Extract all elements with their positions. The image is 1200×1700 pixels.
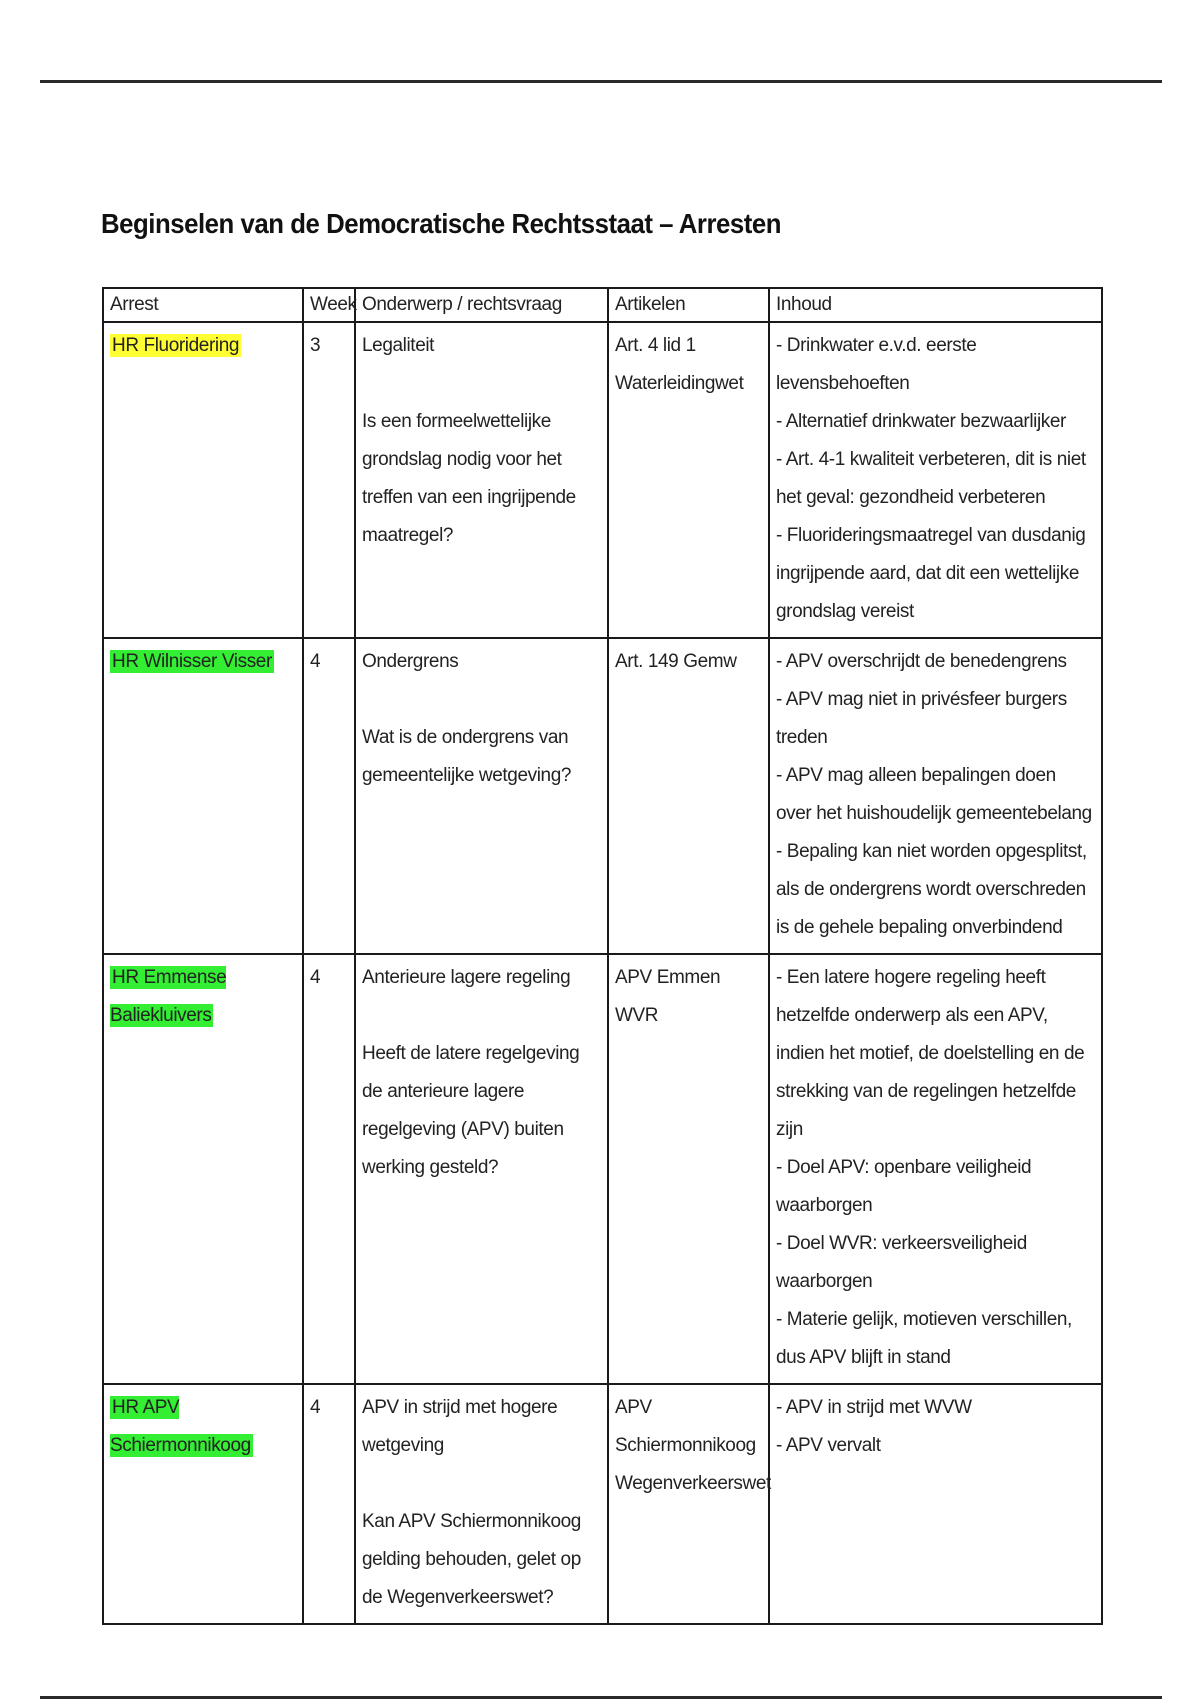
cell-artikelen (608, 1384, 769, 1624)
cell-week: 4 (303, 1384, 355, 1624)
cell-arrest (103, 954, 303, 1384)
content-line: - Drinkwater e.v.d. eerste levensbehoeften (776, 335, 977, 394)
header-arrest: Arrest (103, 288, 303, 322)
cell-arrest (103, 1384, 303, 1624)
content-line: - APV mag alleen bepalingen doen over het huishoudelijk gemeentebelang (776, 765, 1092, 824)
cell-inhoud (769, 1384, 1102, 1624)
table-header-row (103, 288, 1102, 322)
cell-onderwerp (355, 638, 608, 954)
top-rule (40, 80, 1162, 83)
cell-artikelen (608, 954, 769, 1384)
arrest-name-highlight: HR Emmense Baliekluivers (110, 967, 227, 1026)
cell-week: 4 (303, 638, 355, 954)
legal-question-text: Is een formeelwettelijke grondslag nodig voor het treffen van een ingrijpende maatregel? (362, 411, 576, 546)
cell-artikelen (608, 638, 769, 954)
content-line: - Bepaling kan niet worden opgesplitst, als de ondergrens wordt overschreden is de gehele bepaling onverbindend (776, 841, 1087, 938)
document-title: Beginselen van de Democratische Rechtsstaat – Arresten (101, 208, 782, 239)
table-row (103, 1384, 1102, 1624)
bottom-rule (40, 1696, 1162, 1699)
content-line: - Een latere hogere regeling heeft hetzelfde onderwerp als een APV, indien het motief, de doelstelling en de strekking van de regelingen hetzelfde zijn (776, 967, 1085, 1140)
article-line: Waterleidingwet (615, 373, 744, 394)
arrest-name-highlight: HR APV Schiermonnikoog (110, 1397, 251, 1456)
article-line: Art. 149 Gemw (615, 651, 737, 672)
article-line: APV (615, 1397, 652, 1418)
content-line: - Doel APV: openbare veiligheid waarborgen (776, 1157, 1032, 1216)
article-line: APV Emmen (615, 967, 721, 988)
content-line: - Art. 4-1 kwaliteit verbeteren, dit is niet het geval: gezondheid verbeteren (776, 449, 1086, 508)
legal-question-text: Kan APV Schiermonnikoog gelding behouden, gelet op de Wegenverkeerswet? (362, 1511, 581, 1608)
header-artikelen: Artikelen (608, 288, 769, 322)
arrest-name-highlight: HR Fluoridering (112, 335, 240, 356)
cell-onderwerp (355, 1384, 608, 1624)
cell-inhoud (769, 954, 1102, 1384)
table-row (103, 322, 1102, 638)
article-line: Schiermonnikoog (615, 1435, 756, 1456)
legal-question-text: Wat is de ondergrens van gemeentelijke wetgeving? (362, 727, 572, 786)
content-line: - Alternatief drinkwater bezwaarlijker (776, 411, 1066, 432)
content-line: - APV overschrijdt de benedengrens (776, 651, 1067, 672)
cell-inhoud (769, 322, 1102, 638)
header-inhoud: Inhoud (769, 288, 1102, 322)
cell-week: 3 (303, 322, 355, 638)
cell-week: 4 (303, 954, 355, 1384)
content-line: - APV mag niet in privésfeer burgers treden (776, 689, 1067, 748)
article-line: Art. 4 lid 1 (615, 335, 696, 356)
header-week: Week (303, 288, 355, 322)
cell-arrest (103, 638, 303, 954)
cell-onderwerp (355, 954, 608, 1384)
cell-inhoud (769, 638, 1102, 954)
article-line: WVR (615, 1005, 659, 1026)
legal-question-text: Heeft de latere regelgeving de anterieure lagere regelgeving (APV) buiten werking gesteld? (362, 1043, 580, 1178)
subject-text: Legaliteit (362, 335, 435, 356)
content-line: - APV in strijd met WVW (776, 1397, 972, 1418)
content-line: - Doel WVR: verkeersveiligheid waarborgen (776, 1233, 1027, 1292)
subject-text: Anterieure lagere regeling (362, 967, 571, 988)
subject-text: Ondergrens (362, 651, 459, 672)
cell-artikelen (608, 322, 769, 638)
content-line: - Materie gelijk, motieven verschillen, dus APV blijft in stand (776, 1309, 1072, 1368)
arrest-name-highlight: HR Wilnisser Visser (112, 651, 272, 672)
cell-onderwerp (355, 322, 608, 638)
cell-arrest (103, 322, 303, 638)
article-line: Wegenverkeerswet (615, 1473, 771, 1494)
content-line: - Fluorideringsmaatregel van dusdanig ingrijpende aard, dat dit een wettelijke grondslag vereist (776, 525, 1086, 622)
table-row (103, 954, 1102, 1384)
subject-text: APV in strijd met hogere wetgeving (362, 1397, 558, 1456)
arresten-table (102, 287, 1103, 1625)
content-line: - APV vervalt (776, 1435, 881, 1456)
header-onderwerp: Onderwerp / rechtsvraag (355, 288, 608, 322)
table-row (103, 638, 1102, 954)
